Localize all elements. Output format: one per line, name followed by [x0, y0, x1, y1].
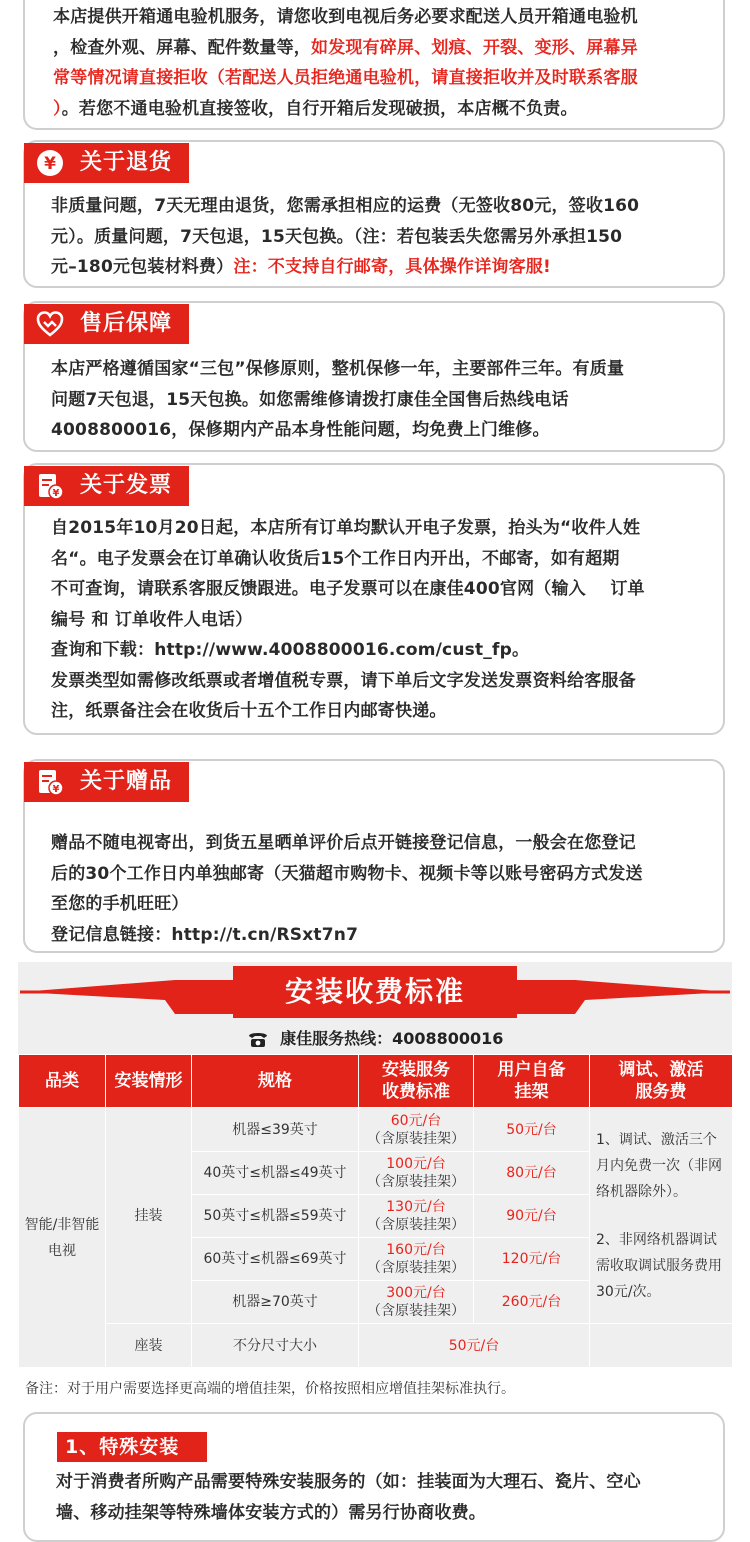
- special-install-title: 1、特殊安装: [57, 1432, 207, 1462]
- warranty-line: 4008800016，保修期内产品本身性能问题，均免费上门维修。: [51, 420, 550, 440]
- fee-cell: 60元/台 （含原装挂架）: [359, 1108, 474, 1152]
- unboxing-line: 本店提供开箱通电验机服务，请您收到电视后务必要求配送人员开箱通电验机: [53, 7, 638, 27]
- table-header-row: [19, 1055, 733, 1108]
- invoice-text: [51, 513, 728, 727]
- warranty-title-tag: [24, 304, 189, 344]
- own-bracket-cell: 50元/台: [474, 1108, 590, 1152]
- invoice-title: 关于发票: [80, 473, 173, 498]
- own-bracket-cell: 260元/台: [474, 1281, 590, 1324]
- own-bracket-cell: 90元/台: [474, 1195, 590, 1238]
- own-bracket-cell: 120元/台: [474, 1238, 590, 1281]
- empty-cell: [590, 1324, 733, 1368]
- handshake-heart-icon: [36, 310, 64, 338]
- returns-line: 非质量问题，7天无理由退货，您需承担相应的运费（无签收80元，签收160: [51, 196, 640, 216]
- returns-line: 元–180元包装材料费）注：不支持自行邮寄，具体操作详询客服!: [51, 257, 551, 277]
- spec-cell: 40英寸≤机器≤49英寸: [192, 1152, 359, 1195]
- svg-text:¥: ¥: [52, 488, 60, 499]
- telephone-icon: [247, 1030, 269, 1048]
- gift-link-line: 登记信息链接：http://t.cn/RSxt7n7: [51, 924, 359, 945]
- spec-cell: 机器≤39英寸: [192, 1108, 359, 1152]
- warranty-text: [51, 354, 728, 446]
- header-debug: 调试、激活 服务费: [590, 1055, 733, 1108]
- returns-text: [51, 191, 728, 283]
- hotline: [0, 1026, 750, 1049]
- spec-cell: 60英寸≤机器≤69英寸: [192, 1238, 359, 1281]
- gift-line: 至您的手机旺旺）: [51, 894, 189, 914]
- gift-line: 后的30个工作日内单独邮寄（天猫超市购物卡、视频卡等以账号密码方式发送: [51, 863, 643, 884]
- spec-cell: 不分尺寸大小: [192, 1324, 359, 1368]
- fee-cell: 100元/台 （含原装挂架）: [359, 1152, 474, 1195]
- fee-cell: 130元/台 （含原装挂架）: [359, 1195, 474, 1238]
- svg-text:¥: ¥: [52, 784, 60, 795]
- returns-title: 关于退货: [80, 150, 173, 175]
- wall-mount-cell: 挂装: [106, 1108, 192, 1324]
- invoice-line: 自2015年10月20日起，本店所有订单均默认开电子发票，抬头为“收件人姓: [51, 518, 641, 538]
- fee-cell: 300元/台 （含原装挂架）: [359, 1281, 474, 1324]
- unboxing-text: [53, 2, 701, 124]
- invoice-line: 编号 和 订单收件人电话）: [51, 609, 253, 630]
- invoice-title-tag: [24, 466, 189, 506]
- own-bracket-cell: 80元/台: [474, 1152, 590, 1195]
- header-own-bracket: 用户自备 挂架: [474, 1055, 590, 1108]
- category-cell: 智能/非智能电视: [19, 1108, 106, 1368]
- header-spec: 规格: [192, 1055, 359, 1108]
- special-line: 对于消费者所购产品需要特殊安装服务的（如：挂装面为大理石、瓷片、空心: [56, 1472, 641, 1492]
- spec-cell: 50英寸≤机器≤59英寸: [192, 1195, 359, 1238]
- svg-text:¥: ¥: [44, 154, 56, 174]
- unboxing-line: ，检查外观、屏幕、配件数量等，如发现有碎屏、划痕、开裂、变形、屏幕异: [53, 37, 638, 58]
- gift-text: [51, 828, 728, 950]
- header-fee: 安装服务 收费标准: [359, 1055, 474, 1108]
- invoice-line: 不可查询，请联系客服反馈跟进。电子发票可以在康佳400官网（输入 订单: [51, 579, 645, 599]
- warranty-line: 问题7天包退，15天包换。如您需维修请拨打康佳全国售后热线电话: [51, 389, 569, 410]
- table-row: [19, 1324, 733, 1368]
- invoice-link-line: 查询和下载：http://www.4008800016.com/cust_fp。: [51, 640, 530, 660]
- header-category: 品类: [19, 1055, 106, 1108]
- hotline-text: 康佳服务热线：4008800016: [280, 1029, 504, 1048]
- invoice-icon: [36, 768, 64, 796]
- unboxing-line: ）。若您不通电验机直接签收，自行开箱后发现破损，本店概不负责。: [53, 98, 578, 119]
- gift-title: 关于赠品: [80, 769, 173, 794]
- header-situation: 安装情形: [106, 1055, 192, 1108]
- warranty-line: 本店严格遵循国家“三包”保修原则，整机保修一年，主要部件三年。有质量: [51, 359, 625, 379]
- invoice-line: 发票类型如需修改纸票或者增值税专票，请下单后文字发送发票资料给客服备: [51, 670, 636, 691]
- warranty-title: 售后保障: [80, 311, 173, 336]
- fee-cell: 160元/台 （含原装挂架）: [359, 1238, 474, 1281]
- gift-title-tag: [24, 762, 189, 802]
- seat-fee-cell: 50元/台: [359, 1324, 590, 1368]
- install-remark: 备注：对于用户需要选择更高端的增值挂架，价格按照相应增值挂架标准执行。: [25, 1381, 515, 1397]
- seat-mount-cell: 座装: [106, 1324, 192, 1368]
- returns-line: 元）。质量问题，7天包退，15天包换。（注：若包装丢失您需另外承担150: [51, 226, 623, 247]
- install-banner-title: 安装收费标准: [233, 966, 517, 1018]
- unboxing-line: 常等情况请直接拒收（若配送人员拒绝通电验机，请直接拒收并及时联系客服: [53, 68, 638, 88]
- table-row: [19, 1108, 733, 1152]
- spec-cell: 机器≥70英寸: [192, 1281, 359, 1324]
- gift-line: 赠品不随电视寄出，到货五星晒单评价后点开链接登记信息，一般会在您登记: [51, 833, 636, 853]
- install-fee-table: [18, 1054, 733, 1368]
- invoice-icon: [36, 472, 64, 500]
- unboxing-panel: [23, 0, 725, 130]
- debug-note-cell: 1、调试、激活三个月内免费一次（非网络机器除外）。 2、非网络机器调试需收取调试服务费用30元/次。: [590, 1108, 733, 1324]
- install-banner: [0, 962, 750, 1022]
- yuan-circle-icon: [36, 149, 64, 177]
- returns-title-tag: [24, 143, 189, 183]
- invoice-line: 注，纸票备注会在收货后十五个工作日内邮寄快递。: [51, 701, 447, 721]
- invoice-line: 名“。电子发票会在订单确认收货后15个工作日内开出，不邮寄，如有超期: [51, 548, 620, 569]
- special-line: 墙、移动挂架等特殊墙体安装方式的）需另行协商收费。: [56, 1502, 486, 1523]
